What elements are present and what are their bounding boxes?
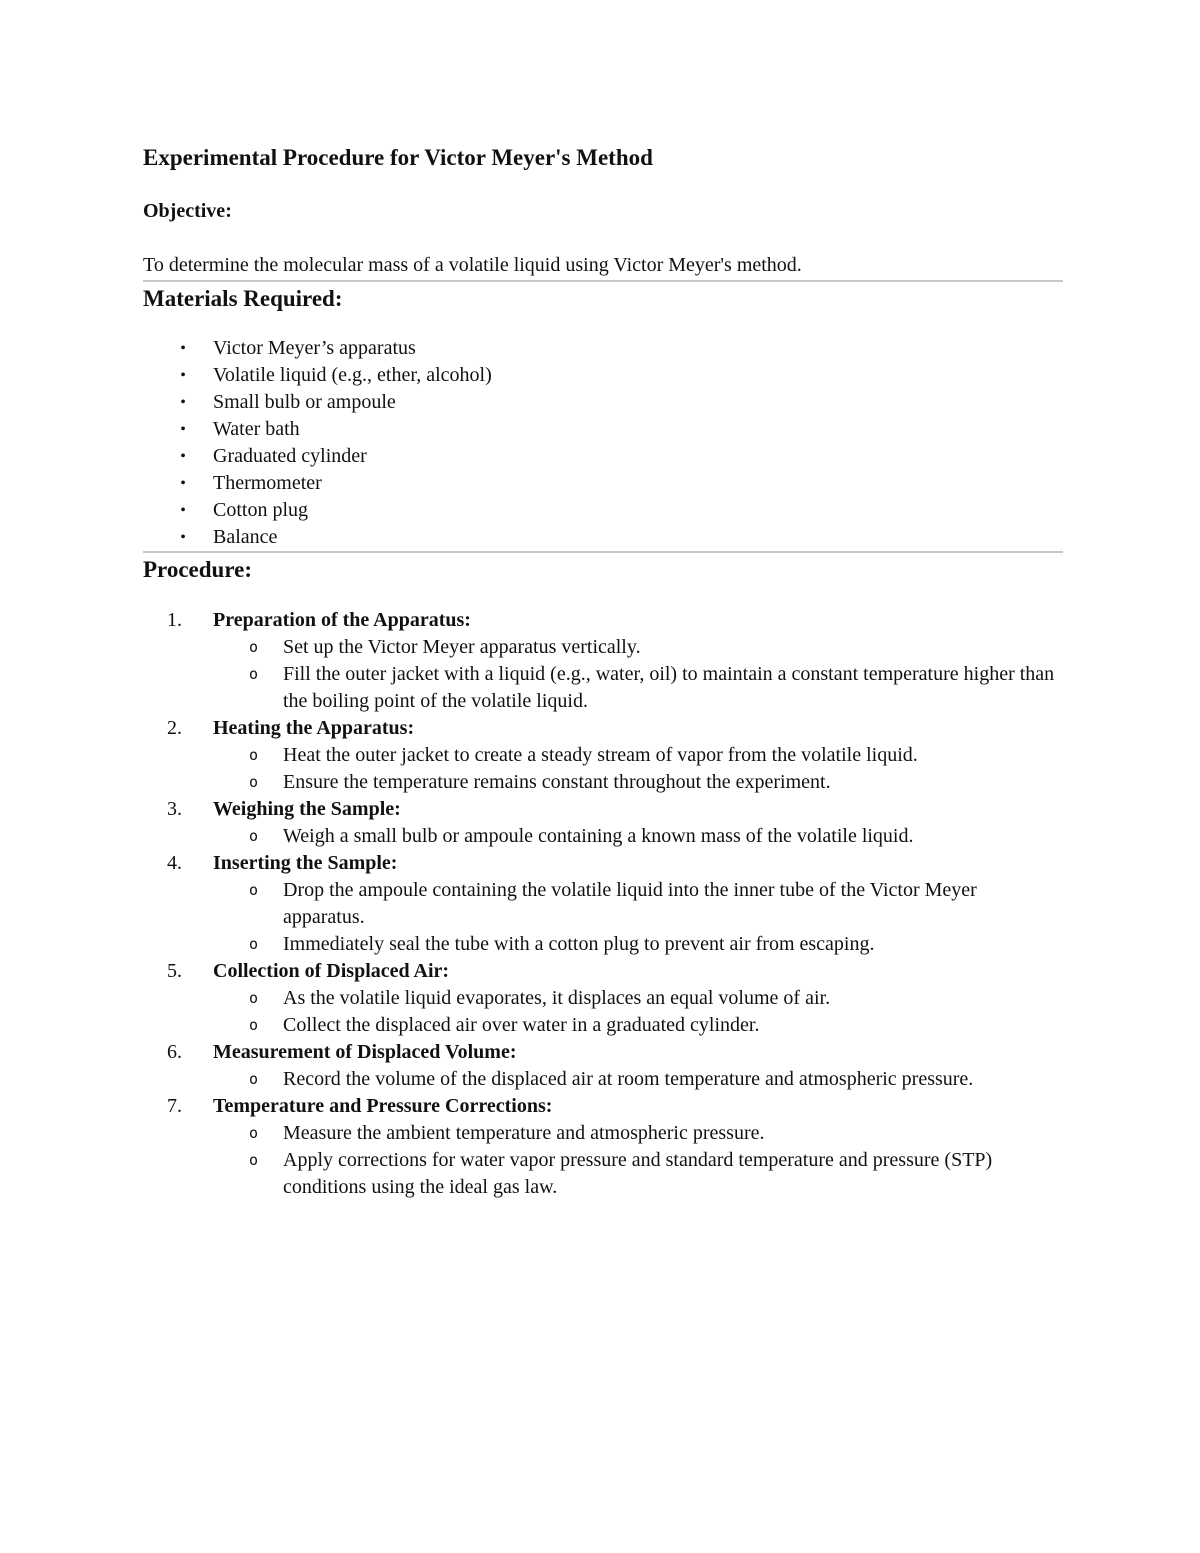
step-title: Collection of Displaced Air: <box>213 960 450 982</box>
substep-text: Ensure the temperature remains constant throughout the experiment. <box>283 771 831 793</box>
substep-text: Collect the displaced air over water in a graduated cylinder. <box>283 1014 760 1036</box>
step-number: 7. <box>167 1095 182 1117</box>
objective-text: To determine the molecular mass of a volatile liquid using Victor Meyer's method. <box>143 254 802 276</box>
bullet-icon: • <box>180 502 186 519</box>
step-substeps <box>213 1120 1063 1201</box>
list-item <box>213 1012 1063 1039</box>
procedure-heading: Procedure: <box>143 557 253 582</box>
step-title: Weighing the Sample: <box>213 798 401 820</box>
list-item <box>213 769 1063 796</box>
step-title: Measurement of Displaced Volume: <box>213 1041 517 1063</box>
step-substeps <box>213 1066 1063 1093</box>
step-number: 3. <box>167 798 182 820</box>
procedure-steps <box>143 607 1063 1201</box>
list-item <box>143 335 1063 362</box>
substep-text: Immediately seal the tube with a cotton plug to prevent air from escaping. <box>283 933 875 955</box>
list-item <box>143 416 1063 443</box>
procedure-step <box>143 715 1063 796</box>
step-number: 5. <box>167 960 182 982</box>
substep-text: Heat the outer jacket to create a steady stream of vapor from the volatile liquid. <box>283 744 918 766</box>
step-number: 4. <box>167 852 182 874</box>
list-item <box>213 931 1063 958</box>
list-item <box>213 1147 1063 1201</box>
list-item <box>143 497 1063 524</box>
circle-bullet-icon: o <box>249 665 259 683</box>
substep-text: Drop the ampoule containing the volatile liquid into the inner tube of the Victor Meyer apparatus. <box>283 879 977 928</box>
procedure-step <box>143 958 1063 1039</box>
procedure-step <box>143 607 1063 715</box>
circle-bullet-icon: o <box>249 935 259 953</box>
list-item <box>213 877 1063 931</box>
circle-bullet-icon: o <box>249 989 259 1007</box>
material-label: Thermometer <box>213 472 322 494</box>
step-title: Heating the Apparatus: <box>213 717 415 739</box>
step-substeps <box>213 877 1063 958</box>
circle-bullet-icon: o <box>249 1124 259 1142</box>
bullet-icon: • <box>180 367 186 384</box>
procedure-step <box>143 1039 1063 1093</box>
material-label: Graduated cylinder <box>213 445 367 467</box>
list-item <box>213 1120 1063 1147</box>
substep-text: Record the volume of the displaced air at room temperature and atmospheric pressure. <box>283 1068 974 1090</box>
step-title: Temperature and Pressure Corrections: <box>213 1095 553 1117</box>
step-title: Inserting the Sample: <box>213 852 398 874</box>
substep-text: Fill the outer jacket with a liquid (e.g., water, oil) to maintain a constant temperature higher than the boiling point of the volatile liquid. <box>283 663 1055 712</box>
material-label: Volatile liquid (e.g., ether, alcohol) <box>213 364 492 386</box>
step-substeps <box>213 823 1063 850</box>
list-item <box>143 362 1063 389</box>
step-number: 1. <box>167 609 182 631</box>
bullet-icon: • <box>180 340 186 357</box>
bullet-icon: • <box>180 475 186 492</box>
material-label: Victor Meyer’s apparatus <box>213 337 416 359</box>
circle-bullet-icon: o <box>249 1016 259 1034</box>
bullet-icon: • <box>180 421 186 438</box>
procedure-step <box>143 1093 1063 1201</box>
list-item <box>213 742 1063 769</box>
material-label: Small bulb or ampoule <box>213 391 396 413</box>
step-number: 6. <box>167 1041 182 1063</box>
list-item <box>213 823 1063 850</box>
material-label: Water bath <box>213 418 300 440</box>
substep-text: Weigh a small bulb or ampoule containing a known mass of the volatile liquid. <box>283 825 914 847</box>
list-item <box>143 389 1063 416</box>
circle-bullet-icon: o <box>249 1070 259 1088</box>
material-label: Balance <box>213 526 278 548</box>
material-label: Cotton plug <box>213 499 309 521</box>
procedure-step <box>143 850 1063 958</box>
list-item <box>143 524 1063 551</box>
step-substeps <box>213 742 1063 796</box>
list-item <box>143 470 1063 497</box>
list-item <box>143 443 1063 470</box>
circle-bullet-icon: o <box>249 773 259 791</box>
circle-bullet-icon: o <box>249 1151 259 1169</box>
list-item <box>213 661 1063 715</box>
objective-heading: Objective: <box>143 200 232 222</box>
substep-text: As the volatile liquid evaporates, it displaces an equal volume of air. <box>283 987 831 1009</box>
list-item <box>213 634 1063 661</box>
substep-text: Apply corrections for water vapor pressure and standard temperature and pressure (STP) conditions using the ideal gas law. <box>283 1149 993 1198</box>
step-title: Preparation of the Apparatus: <box>213 609 471 631</box>
bullet-icon: • <box>180 529 186 546</box>
bullet-icon: • <box>180 448 186 465</box>
circle-bullet-icon: o <box>249 746 259 764</box>
step-substeps <box>213 634 1063 715</box>
step-number: 2. <box>167 717 182 739</box>
materials-list <box>143 335 1063 551</box>
circle-bullet-icon: o <box>249 638 259 656</box>
circle-bullet-icon: o <box>249 881 259 899</box>
bullet-icon: • <box>180 394 186 411</box>
step-substeps <box>213 985 1063 1039</box>
substep-text: Set up the Victor Meyer apparatus vertically. <box>283 636 641 658</box>
substep-text: Measure the ambient temperature and atmospheric pressure. <box>283 1122 765 1144</box>
materials-heading: Materials Required: <box>143 286 343 311</box>
document-page <box>143 140 1063 1201</box>
procedure-step <box>143 796 1063 850</box>
list-item <box>213 1066 1063 1093</box>
list-item <box>213 985 1063 1012</box>
page-title: Experimental Procedure for Victor Meyer's Method <box>143 145 653 170</box>
circle-bullet-icon: o <box>249 827 259 845</box>
